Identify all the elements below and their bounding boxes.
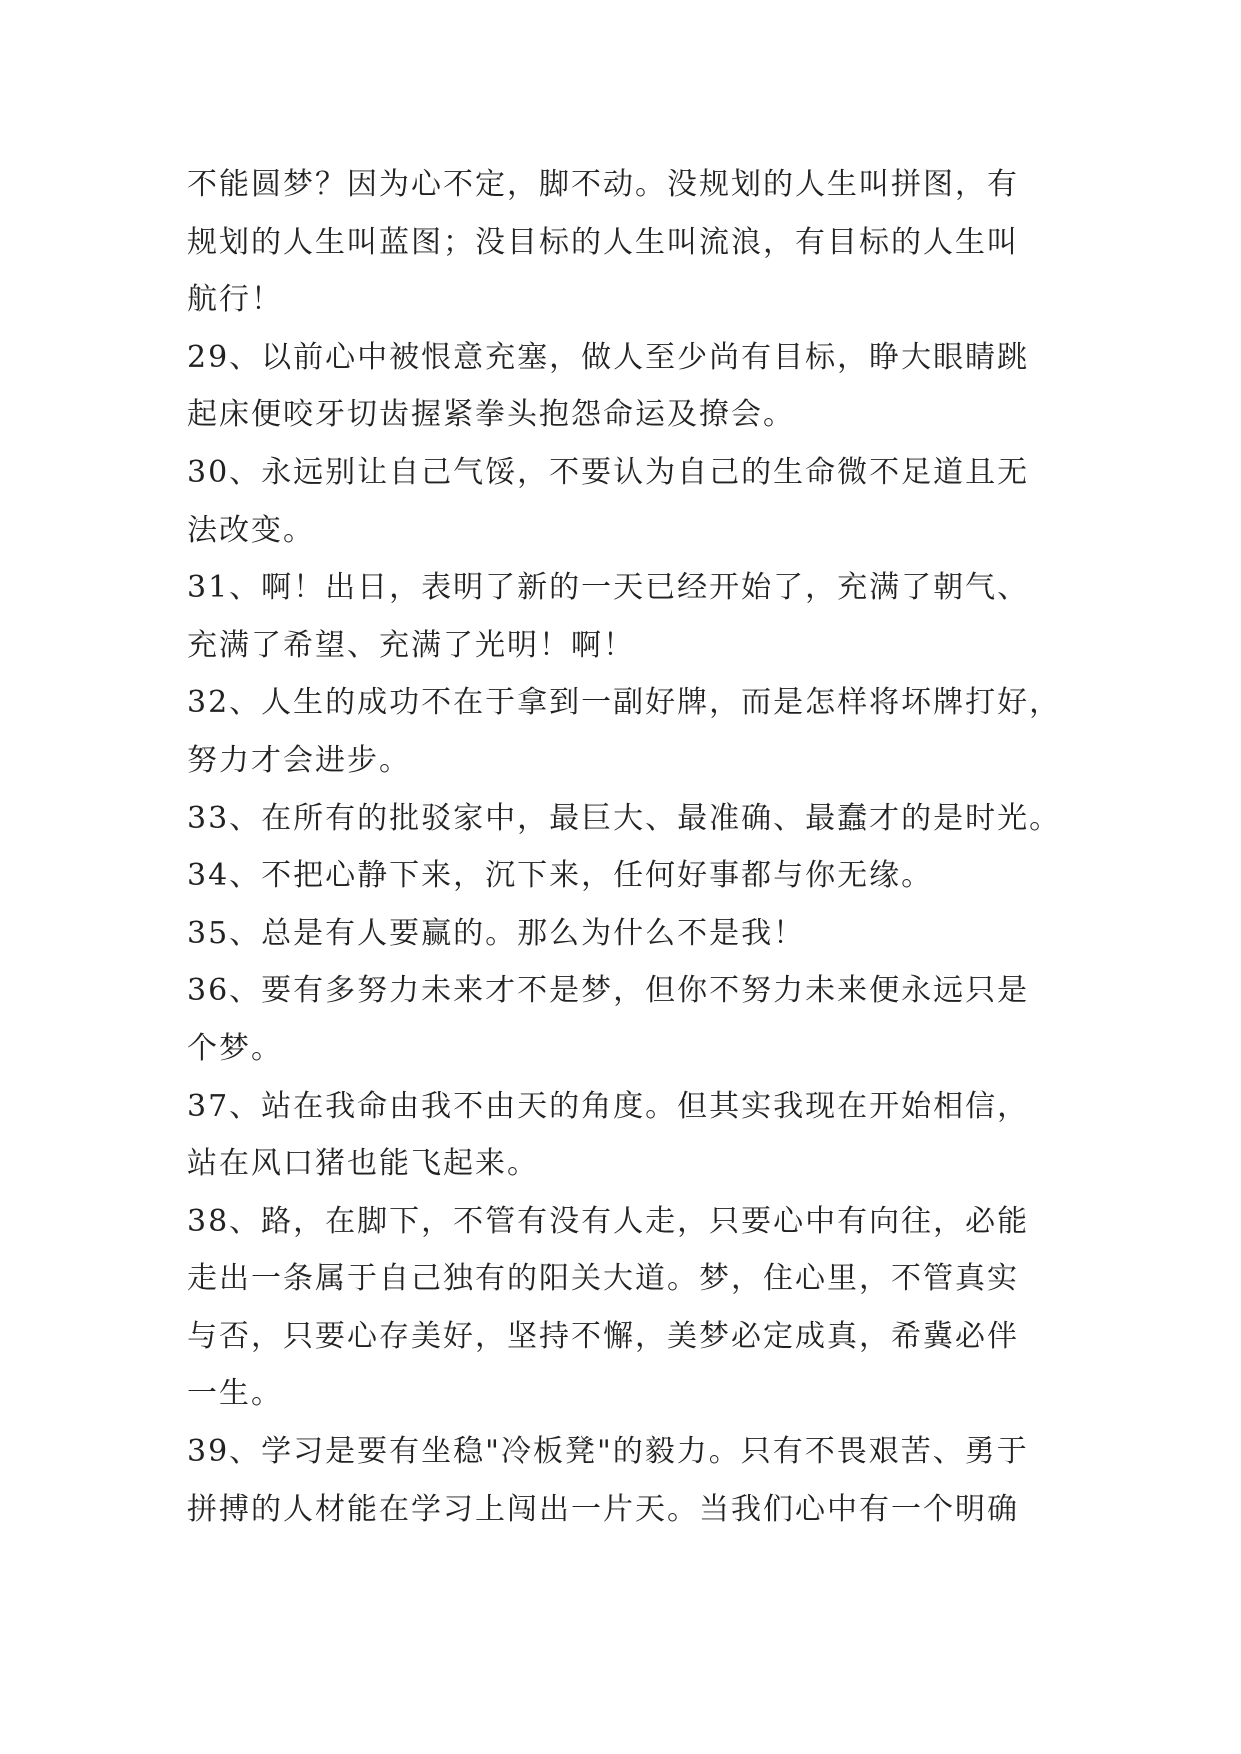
text-line: 走出一条属于自己独有的阳关大道。梦，住心里，不管真实 <box>187 1261 1019 1297</box>
text-line: 35、总是有人要赢的。那么为什么不是我！ <box>187 915 806 951</box>
text-line: 站在风口猪也能飞起来。 <box>187 1146 539 1182</box>
text-line: 32、人生的成功不在于拿到一副好牌，而是怎样将坏牌打好， <box>187 685 1062 721</box>
text-line: 充满了希望、充满了光明！啊！ <box>187 627 635 663</box>
text-line: 个梦。 <box>187 1030 283 1066</box>
text-line: 一生。 <box>187 1376 283 1412</box>
text-line: 34、不把心静下来，沉下来，任何好事都与你无缘。 <box>187 858 934 894</box>
text-line: 33、在所有的批驳家中，最巨大、最准确、最蠢才的是时光。 <box>187 800 1062 836</box>
text-line: 30、永远别让自己气馁，不要认为自己的生命微不足道且无 <box>187 454 1030 490</box>
text-line: 努力才会进步。 <box>187 742 411 778</box>
document-body <box>187 156 1067 1538</box>
text-line: 39、学习是要有坐稳"冷板凳"的毅力。只有不畏艰苦、勇于 <box>187 1434 1029 1470</box>
text-line: 37、站在我命由我不由天的角度。但其实我现在开始相信， <box>187 1088 1030 1124</box>
text-line: 36、要有多努力未来才不是梦，但你不努力未来便永远只是 <box>187 973 1030 1009</box>
text-line: 不能圆梦？因为心不定，脚不动。没规划的人生叫拼图，有 <box>187 167 1019 202</box>
text-line: 法改变。 <box>187 512 315 548</box>
text-line: 29、以前心中被恨意充塞，做人至少尚有目标，睁大眼睛跳 <box>187 339 1030 375</box>
text-line: 31、啊！出日，表明了新的一天已经开始了，充满了朝气、 <box>187 570 1030 606</box>
text-line: 38、路，在脚下，不管有没有人走，只要心中有向往，必能 <box>187 1203 1030 1239</box>
text-line: 规划的人生叫蓝图；没目标的人生叫流浪，有目标的人生叫 <box>187 224 1019 260</box>
text-line: 与否，只要心存美好，坚持不懈，美梦必定成真，希冀必伴 <box>187 1318 1019 1354</box>
text-line: 起床便咬牙切齿握紧拳头抱怨命运及撩会。 <box>187 397 795 433</box>
text-line: 拼搏的人材能在学习上闯出一片天。当我们心中有一个明确 <box>187 1491 1019 1527</box>
text-line: 航行！ <box>187 282 283 318</box>
